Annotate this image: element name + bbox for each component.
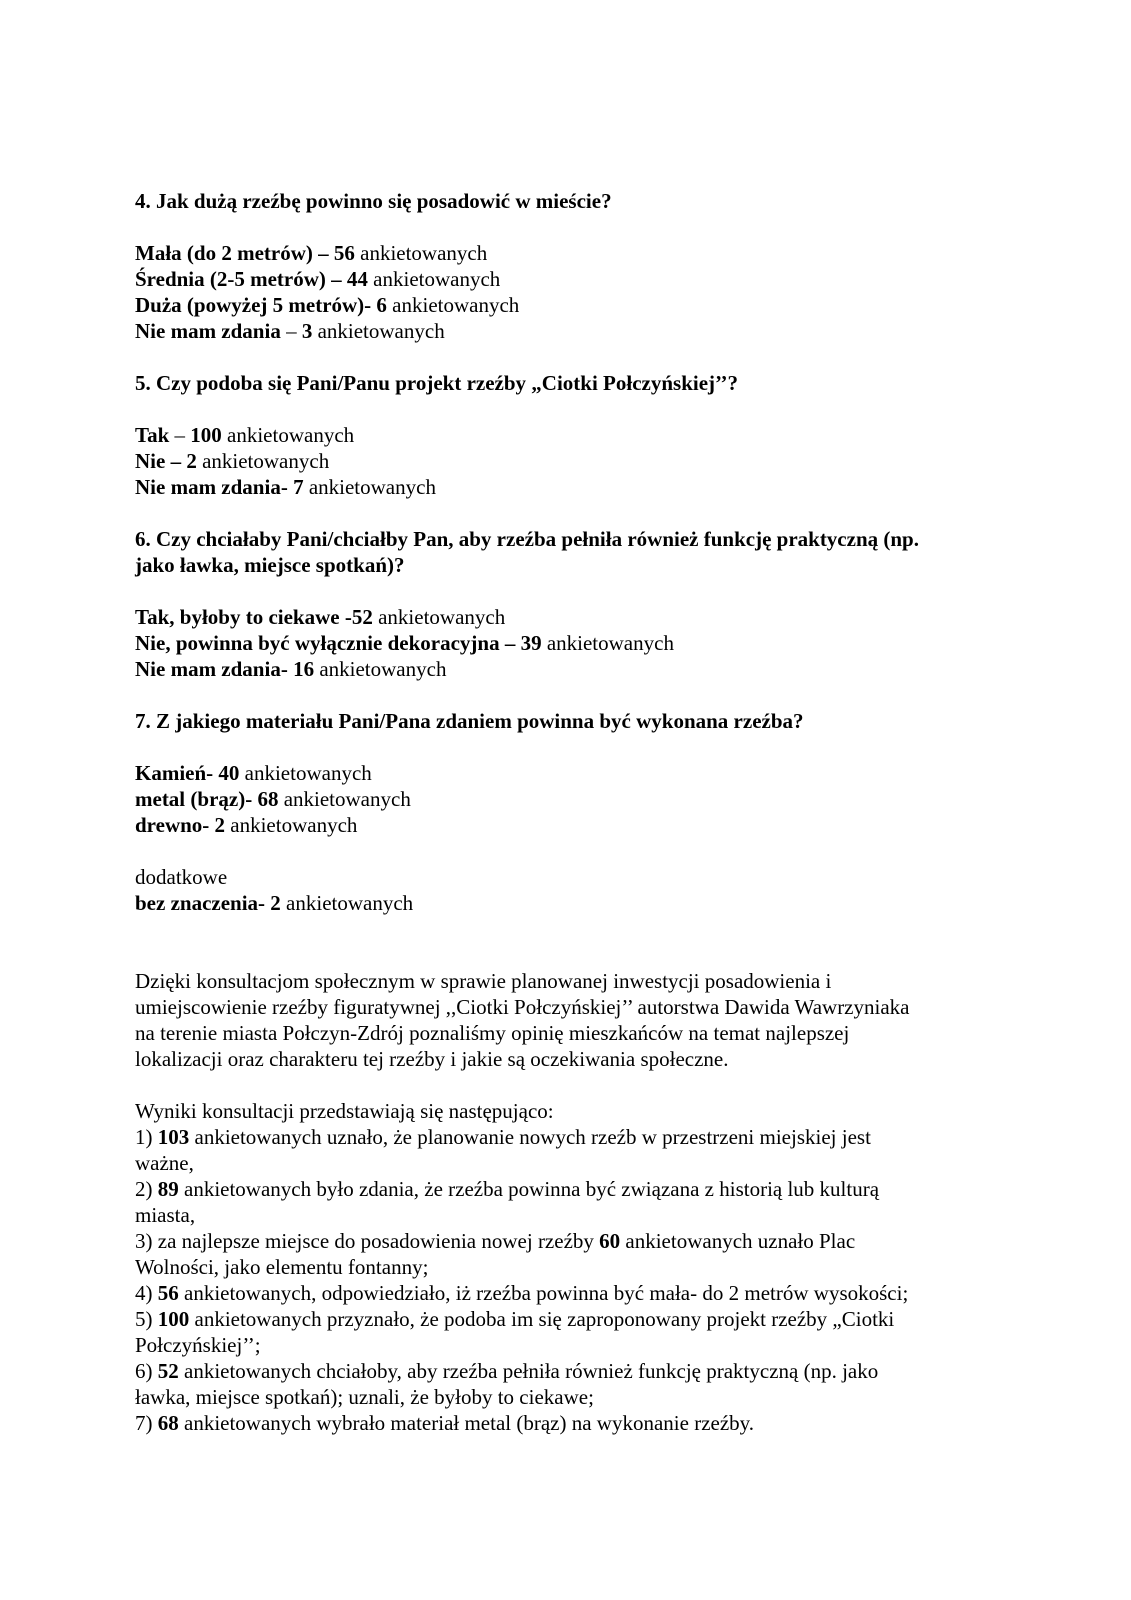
result-text-cont: Wolności, jako elementu fontanny; — [135, 1255, 429, 1279]
survey-content — [135, 188, 1015, 1436]
answer-row — [135, 812, 1015, 838]
result-text: ankietowanych chciałoby, aby rzeźba pełniła również funkcję praktyczną (np. jako — [178, 1359, 879, 1383]
result-item — [135, 1306, 1015, 1358]
answer-unit: ankietowanych — [541, 631, 674, 655]
summary-line: na terenie miasta Połczyn-Zdrój poznaliśmy opinię mieszkańców na temat najlepszej — [135, 1021, 850, 1045]
result-text-cont: ważne, — [135, 1151, 194, 1175]
result-count: 60 — [599, 1229, 621, 1253]
answer-unit: ankietowanych — [221, 423, 355, 447]
answer-label: Duża (powyżej 5 metrów)- — [135, 293, 377, 317]
question-5-title: 5. Czy podoba się Pani/Panu projekt rzeźby „Ciotki Połczyńskiej’’? — [135, 371, 738, 395]
answer-row — [135, 604, 1015, 630]
answer-unit: ankietowanych — [312, 319, 445, 343]
answer-count: 2 — [186, 449, 197, 473]
answer-label: Tak — [135, 423, 175, 447]
answer-row — [135, 240, 1015, 266]
answer-unit: ankietowanych — [278, 787, 411, 811]
result-text-cont: ławka, miejsce spotkań); uznali, że byłoby to ciekawe; — [135, 1385, 594, 1409]
answer-label: Kamień- — [135, 761, 219, 785]
answer-count: 56 — [333, 241, 355, 265]
answer-count: 2 — [270, 891, 281, 915]
question-5-answers — [135, 422, 1015, 500]
answer-unit: ankietowanych — [225, 813, 358, 837]
answer-row — [135, 630, 1015, 656]
answer-count: 40 — [218, 761, 240, 785]
answer-unit: ankietowanych — [354, 241, 488, 265]
answer-row — [135, 318, 1015, 344]
question-6-answers — [135, 604, 1015, 682]
answer-label: Nie – — [135, 449, 187, 473]
result-text: ankietowanych było zdania, że rzeźba powinna być związana z historią lub kulturą — [178, 1177, 880, 1201]
result-count: 89 — [157, 1177, 179, 1201]
answer-count: 3 — [301, 319, 313, 343]
answer-count: 100 — [190, 423, 222, 447]
result-prefix: 7) — [135, 1411, 158, 1435]
answer-row — [135, 890, 1015, 916]
additional-label: dodatkowe — [135, 865, 228, 889]
answer-label: Tak, byłoby to ciekawe - — [135, 605, 352, 629]
summary-line: umiejscowienie rzeźby figuratywnej ,,Ciotki Połczyńskiej’’ autorstwa Dawida Wawrzyniaka — [135, 995, 910, 1019]
answer-count: 6 — [376, 293, 387, 317]
result-item — [135, 1280, 1015, 1306]
result-count: 100 — [157, 1307, 190, 1331]
answer-label: drewno- — [135, 813, 215, 837]
answer-unit: ankietowanych — [303, 475, 436, 499]
answer-row — [135, 786, 1015, 812]
answer-label: Nie mam zdania- — [135, 475, 294, 499]
answer-row — [135, 448, 1015, 474]
question-6-title — [135, 526, 1015, 578]
result-item — [135, 1176, 1015, 1228]
result-item — [135, 1410, 1015, 1436]
result-count: 103 — [157, 1125, 190, 1149]
result-prefix: 3) za najlepsze miejsce do posadowienia nowej rzeźby — [135, 1229, 600, 1253]
question-4-title: 4. Jak dużą rzeźbę powinno się posadowić w mieście? — [135, 189, 612, 213]
result-prefix: 4) — [135, 1281, 158, 1305]
result-text: ankietowanych przyznało, że podoba im się zaproponowany projekt rzeźby „Ciotki — [189, 1307, 895, 1331]
answer-count: 16 — [293, 657, 315, 681]
answer-count: 7 — [293, 475, 304, 499]
question-7-answers — [135, 760, 1015, 916]
answer-label: Średnia (2-5 metrów) – — [135, 267, 347, 291]
result-text: ankietowanych uznało, że planowanie nowych rzeźb w przestrzeni miejskiej jest — [189, 1125, 871, 1149]
result-item — [135, 1228, 1015, 1280]
answer-unit: ankietowanych — [239, 761, 372, 785]
summary-line: Dzięki konsultacjom społecznym w sprawie planowanej inwestycji posadowienia i — [135, 969, 832, 993]
answer-unit: ankietowanych — [314, 657, 447, 681]
answer-count: 2 — [214, 813, 226, 837]
question-6-title-line2: jako ławka, miejsce spotkań)? — [135, 553, 405, 577]
result-text-cont: Połczyńskiej’’; — [135, 1333, 261, 1357]
answer-row — [135, 656, 1015, 682]
result-text-cont: miasta, — [135, 1203, 196, 1227]
result-count: 56 — [157, 1281, 179, 1305]
answer-separator: – — [286, 319, 302, 343]
answer-count: 44 — [346, 267, 368, 291]
result-prefix: 2) — [135, 1177, 158, 1201]
result-text: ankietowanych, odpowiedziało, iż rzeźba powinna być mała- do 2 metrów wysokości; — [178, 1281, 909, 1305]
results-intro: Wyniki konsultacji przedstawiają się następująco: — [135, 1099, 554, 1123]
result-prefix: 5) — [135, 1307, 158, 1331]
answer-row — [135, 760, 1015, 786]
answer-count: 39 — [520, 631, 542, 655]
result-text: ankietowanych wybrało materiał metal (brąz) na wykonanie rzeźby. — [178, 1411, 755, 1435]
answer-unit: ankietowanych — [386, 293, 520, 317]
answer-label: Nie mam zdania- — [135, 657, 294, 681]
result-item — [135, 1358, 1015, 1410]
result-prefix: 1) — [135, 1125, 158, 1149]
answer-unit: ankietowanych — [280, 891, 414, 915]
answer-label: Mała (do 2 metrów) – — [135, 241, 334, 265]
result-prefix: 6) — [135, 1359, 158, 1383]
answer-row — [135, 474, 1015, 500]
result-count: 52 — [157, 1359, 179, 1383]
result-text: ankietowanych uznało Plac — [620, 1229, 856, 1253]
summary-paragraph — [135, 968, 1015, 1072]
answer-label: metal (brąz)- — [135, 787, 258, 811]
answer-label: Nie mam zdania — [135, 319, 287, 343]
result-item — [135, 1124, 1015, 1176]
question-4-answers — [135, 240, 1015, 344]
answer-separator: – — [174, 423, 191, 447]
answer-label: Nie, powinna być wyłącznie dekoracyjna – — [135, 631, 521, 655]
answer-row — [135, 292, 1015, 318]
answer-count: 52 — [351, 605, 373, 629]
results-section — [135, 1098, 1015, 1436]
question-7-title: 7. Z jakiego materiału Pani/Pana zdaniem powinna być wykonana rzeźba? — [135, 709, 804, 733]
answer-unit: ankietowanych — [196, 449, 330, 473]
summary-line: lokalizacji oraz charakteru tej rzeźby i jakie są oczekiwania społeczne. — [135, 1047, 729, 1071]
answer-unit: ankietowanych — [372, 605, 506, 629]
question-6-title-line1: 6. Czy chciałaby Pani/chciałby Pan, aby rzeźba pełniła również funkcję praktyczną (np. — [135, 527, 919, 551]
result-count: 68 — [157, 1411, 179, 1435]
answer-label: bez znaczenia- — [135, 891, 271, 915]
answer-row — [135, 422, 1015, 448]
answer-count: 68 — [257, 787, 279, 811]
answer-unit: ankietowanych — [367, 267, 501, 291]
answer-row — [135, 266, 1015, 292]
